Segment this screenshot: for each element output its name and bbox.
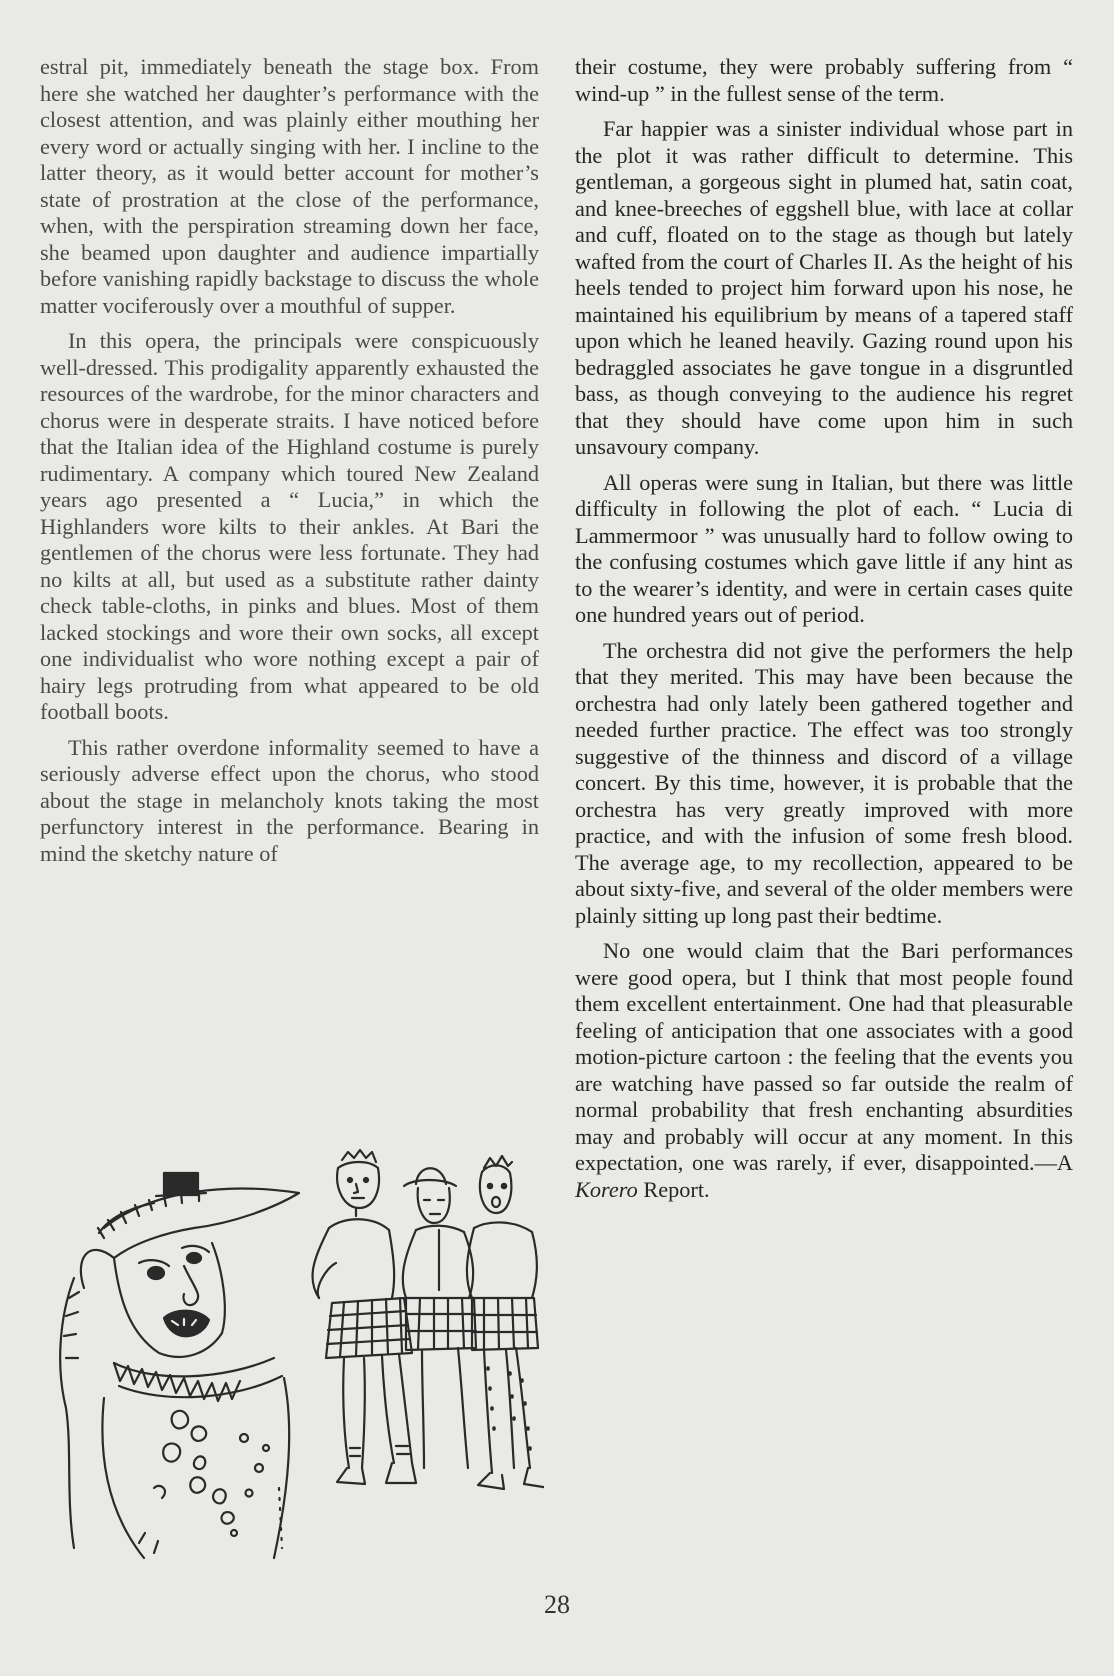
chorus-figure-right (467, 1156, 544, 1489)
page-number: 28 (544, 1590, 570, 1619)
right-paragraph-2: Far happier was a sinister individual whose part in the plot it was rather difficult to determine. This gentleman, a gorgeous sight in plumed hat, satin coat, and knee-breeches of eggshell blue, with lace at collar and cuff, floated on to the stage as though but lately wafted from the court of Charles II. As the height of his heels tended to project him forward upon his nose, he maintained his equilibrium by means of a tapered staff upon which he leaned heavily. Gazing round upon his bedraggled associates he gave tongue in a disgruntled bass, as though conveying to the audience his regret that they should have come upon him in such unsavoury company. (575, 116, 1073, 459)
right-paragraph-5-end: Report. (637, 1176, 710, 1202)
left-paragraph-2: In this opera, the principals were conspicuously well-dressed. This prodigality apparently exhausted the resources of the wardrobe, for the minor characters and chorus were in desperate straits. I have noticed before that the Italian idea of the Highland costume is purely rudimentary. A company which toured New Zealand years ago presented a “ Lucia,” in which the Highlanders wore kilts to their ankles. At Bari the gentlemen of the chorus were less fortunate. They had no kilts at all, but used as a substitute rather dainty check table-cloths, in pinks and blues. Most of them lacked stockings and wore their own socks, all except one individualist who wore nothing except a pair of hairy legs protruding from what appeared to be old football boots. (40, 328, 539, 724)
right-paragraph-5 (575, 938, 1073, 1203)
right-paragraph-5-text: No one would claim that the Bari performances were good opera, but I think that most people found them excellent entertainment. One had that pleasurable feeling of anticipation that one associates with a good motion-picture cartoon : the feeling that the events you are watching have passed so far outside the realm of normal probability that fresh enchanting absurdities may and probably will occur at any moment. In this expectation, one was rarely, if ever, disappointed.—A (575, 938, 1073, 1175)
right-paragraph-3: All operas were sung in Italian, but there was little difficulty in following the plot of each. “ Lucia di Lammermoor ” was unusually hard to follow owing to the confusing costumes which gave little if any hint as to the wearer’s identity, and were in certain cases quite one hundred years out of period. (575, 469, 1073, 627)
chorus-figure-left (312, 1150, 416, 1484)
left-paragraph-1: estral pit, immediately beneath the stage box. From here she watched her daughter’s performance with the closest attention, and was plainly either mouthing her every word or actually singing with her. I incline to the latter theory, as it would better account for mother’s state of prostration at the close of the performance, when, with the perspiration streaming down her face, she beamed upon daughter and audience impartially before vanishing rapidly backstage to discuss the whole matter vociferously over a mouthful of supper. (40, 54, 539, 318)
cartoon-illustration (44, 1148, 544, 1563)
plumed-hat-figure (60, 1173, 299, 1558)
right-paragraph-4: The orchestra did not give the performers the help that they merited. This may have been because the orchestra had only lately been gathered together and needed further practice. The effect was too strongly suggestive of the thinness and discord of a village concert. By this time, however, it is probable that the orchestra has very greatly improved with more practice, and with the infusion of some fresh blood. The average age, to my recollection, appeared to be about sixty-five, and several of the older members were plainly sitting up long past their bedtime. (575, 637, 1073, 928)
korero-italic: Korero (575, 1176, 638, 1202)
right-column (575, 54, 1073, 1212)
chorus-figure-middle (403, 1168, 476, 1468)
left-paragraph-3: This rather overdone informality seemed to have a seriously adverse effect upon the chorus, who stood about the stage in melancholy knots taking the most perfunctory interest in the performance. Bearing in mind the sketchy nature of (40, 734, 539, 866)
left-column (40, 54, 539, 876)
right-paragraph-1: their costume, they were probably suffering from “ wind-up ” in the fullest sense of the term. (575, 54, 1073, 106)
